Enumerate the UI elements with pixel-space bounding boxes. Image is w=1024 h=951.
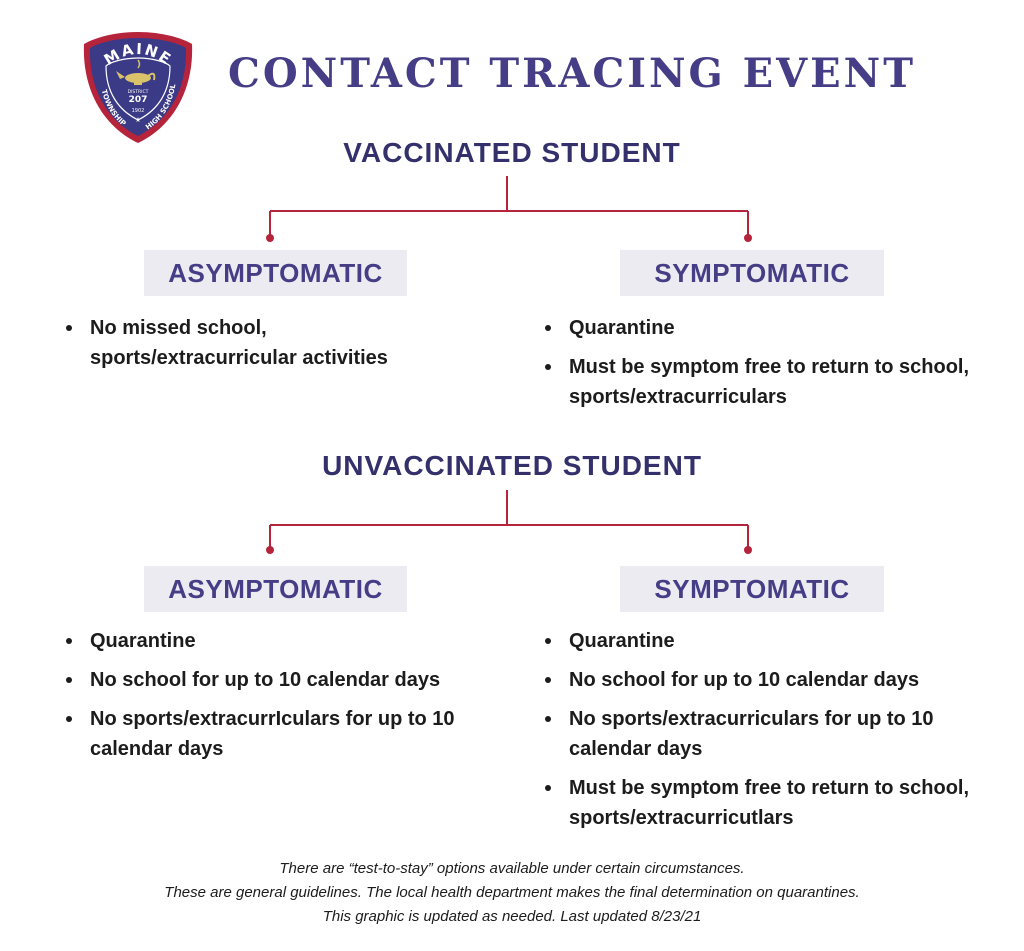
school-logo: [82, 30, 194, 145]
logo-district-number: 207: [128, 95, 148, 105]
list-item: Quarantine: [66, 626, 486, 656]
list-item: No school for up to 10 calendar days: [66, 665, 486, 695]
list-item: No missed school, sports/extracurricular activities: [66, 313, 436, 373]
list-item: Must be symptom free to return to school, sports/extracurriculars: [545, 352, 975, 412]
vaccinated-symptomatic-box: SYMPTOMATIC: [620, 250, 884, 296]
logo-left-text: TOWNSHIP: [99, 88, 128, 128]
unvaccinated-asymptomatic-box: ASYMPTOMATIC: [144, 566, 407, 612]
vaccinated-asymptomatic-box: ASYMPTOMATIC: [144, 250, 407, 296]
logo-district-label: DISTRICT: [127, 90, 149, 95]
footer-line-1: There are “test-to-stay” options available under certain circumstances.: [279, 860, 745, 877]
vaccinated-asymptomatic-list: [66, 313, 436, 382]
list-item: No sports/extracurriculars for up to 10 calendar days: [545, 704, 975, 764]
vaccinated-heading: VACCINATED STUDENT: [343, 137, 681, 168]
page-title: CONTACT TRACING EVENT: [228, 50, 916, 97]
list-item: Quarantine: [545, 626, 975, 656]
logo-arc-text: MAINE: [100, 39, 176, 70]
unvaccinated-asymptomatic-list: [66, 626, 486, 773]
list-item: Quarantine: [545, 313, 975, 343]
star-icon: ★: [134, 116, 142, 124]
footer-line-2: These are general guidelines. The local health department makes the final determination on quarantines.: [164, 884, 860, 901]
logo-year: 1902: [131, 108, 145, 114]
footer-line-3: This graphic is updated as needed. Last updated 8/23/21: [322, 908, 702, 925]
vaccinated-branch-connector: [0, 174, 1024, 254]
unvaccinated-branch-connector: [0, 488, 1024, 568]
unvaccinated-symptomatic-box: SYMPTOMATIC: [620, 566, 884, 612]
list-item: Must be symptom free to return to school, sports/extracurricutlars: [545, 773, 975, 833]
list-item: No sports/extracurrIculars for up to 10 calendar days: [66, 704, 486, 764]
footer-notes: [0, 857, 1024, 929]
unvaccinated-heading: UNVACCINATED STUDENT: [322, 450, 702, 481]
list-item: No school for up to 10 calendar days: [545, 665, 975, 695]
vaccinated-symptomatic-list: [545, 313, 975, 421]
unvaccinated-symptomatic-list: [545, 626, 975, 842]
logo-right-text: HIGH SCHOOL: [144, 83, 178, 132]
